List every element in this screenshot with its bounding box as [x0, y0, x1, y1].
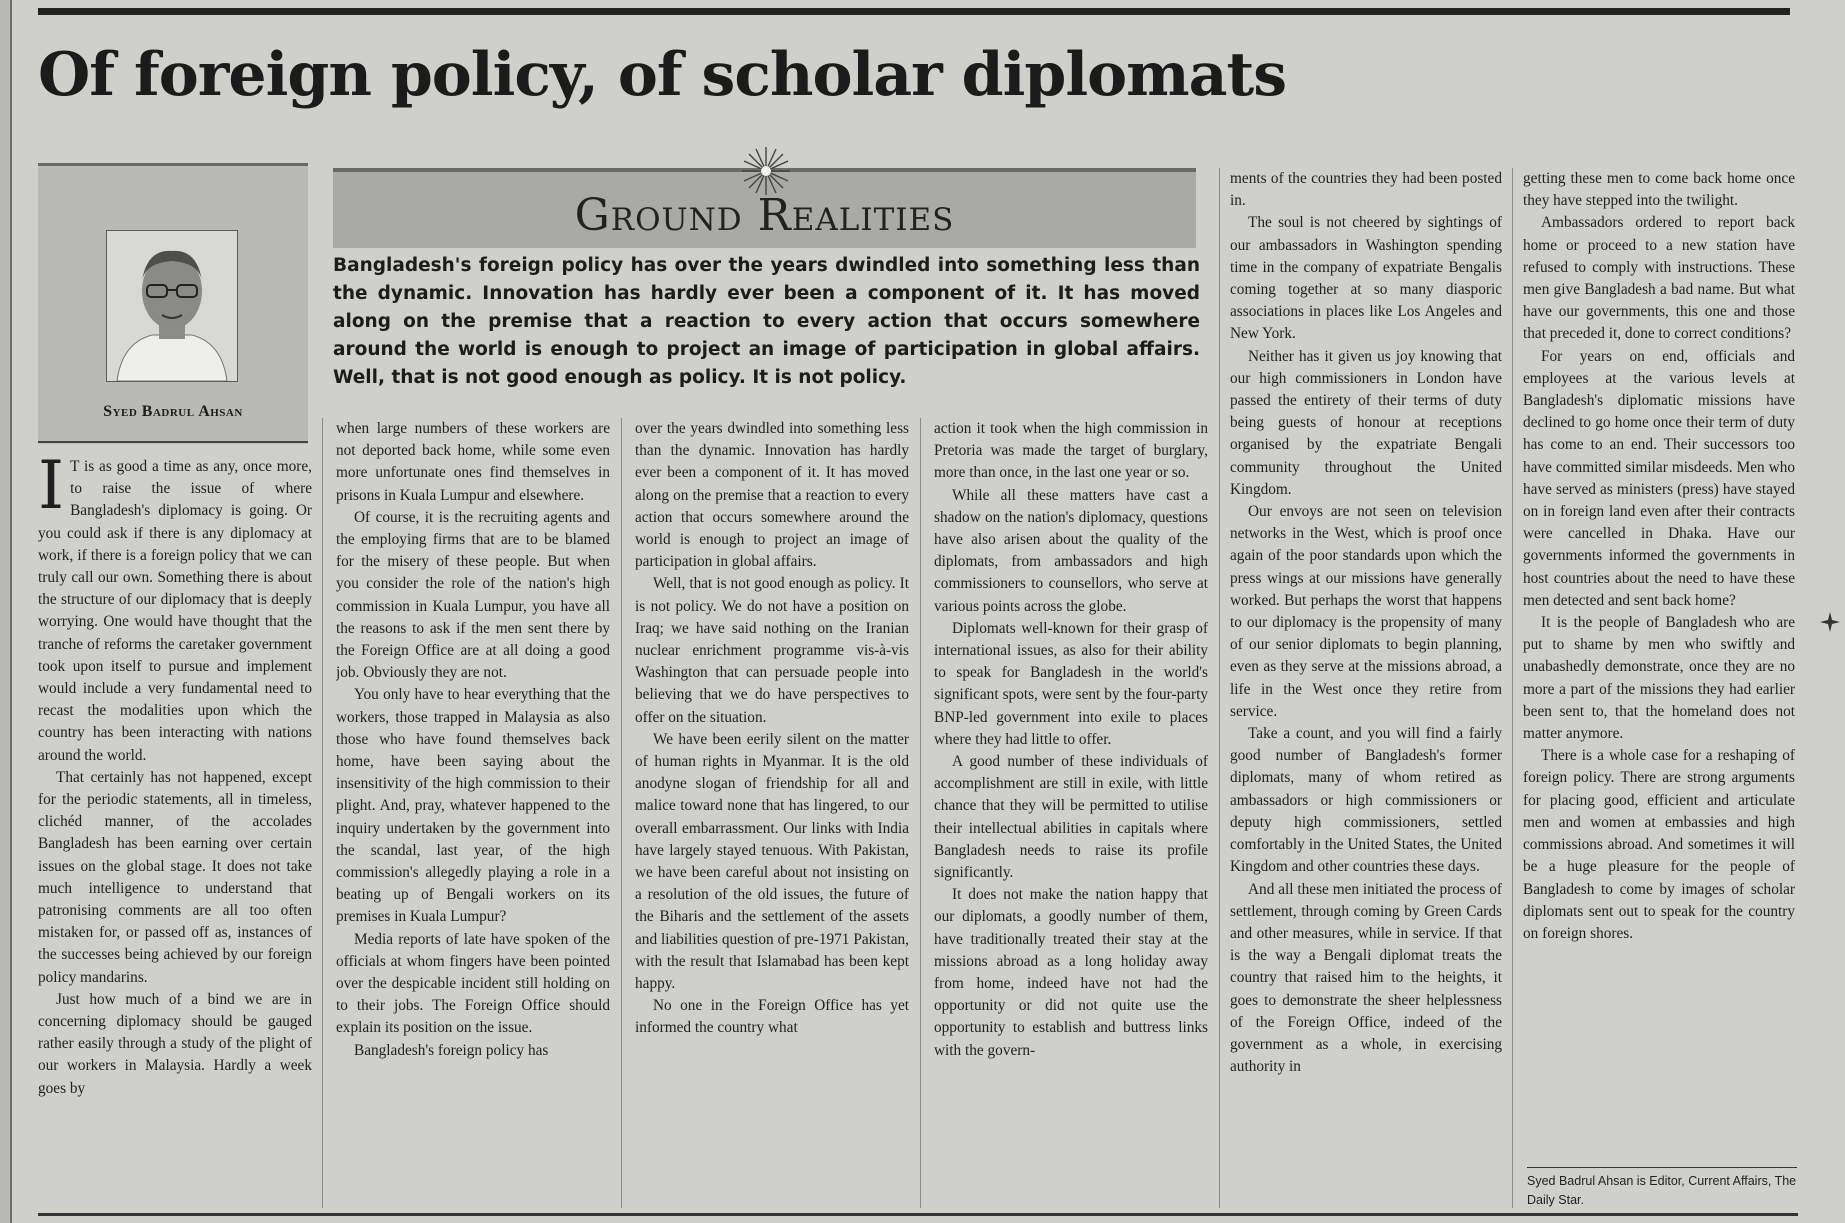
- sparkle-icon: [740, 145, 792, 197]
- top-rule: [38, 8, 1790, 15]
- paragraph: There is a whole case for a reshaping of foreign policy. There are strong arguments for placing good, efficient and articulate men and women at embassies and high commissions abroad. And sometimes it will be a huge pleasure for the people of Bangladesh to come by images of scholar diplomats sent out to speak for the country on foreign shores.: [1523, 747, 1795, 942]
- author-credit: Syed Badrul Ahsan is Editor, Current Affairs, The Daily Star.: [1527, 1174, 1797, 1207]
- paragraph: Diplomats well-known for their grasp of international issues, as also for their ability to speak for Bangladesh in the world's significant spots, were sent by the four-party BNP-led government into exile to places where they had little to offer.: [934, 619, 1208, 748]
- column-rule: [920, 418, 921, 1208]
- paragraph: getting these men to come back home once they have stepped into the twilight.: [1523, 170, 1795, 210]
- headline: Of foreign policy, of scholar diplomats: [38, 40, 1287, 110]
- paragraph: We have been eerily silent on the matter of human rights in Myanmar. It is the old anodyne slogan of friendship for all and malice toward none that has lingered, to our overall embarrassment. Our links with India have largely stayed tenuous. With Pakistan, we have been careful about not insisting on a resolution of the old issues, the future of the Biharis and the settlement of the assets and liabilities question of pre-1971 Pakistan, with the result that Islamabad has been kept happy.: [635, 730, 909, 993]
- body-column-2: [336, 418, 610, 1208]
- column-rule: [1512, 168, 1513, 1208]
- paragraph: Ambassadors ordered to report back home or proceed to a new station have refused to comply with instructions. These men give Bangladesh a bad name. But what have our governments, this one and those that preceded it, done to correct conditions?: [1523, 214, 1795, 343]
- paragraph: Bangladesh's foreign policy has: [354, 1041, 549, 1059]
- paragraph: You only have to hear everything that the workers, those trapped in Malaysia as also those who have found themselves back home, have been saying about the insensitivity of the high commission to their plight. And, pray, whatever happened to the inquiry undertaken by the government into the scandal, last year, of the high commission's allegedly playing a role in a beating up of Bengali workers on its premises in Kuala Lumpur?: [336, 686, 610, 926]
- paragraph: Media reports of late have spoken of the officials at whom fingers have been pointed over the despicable incident still holding on to their jobs. The Foreign Office should explain its position on the issue.: [336, 930, 610, 1037]
- column-rule: [621, 418, 622, 1208]
- end-rule: [1527, 1167, 1797, 1168]
- paragraph: Take a count, and you will find a fairly good number of Bangladesh's former diplomats, many of whom retired as ambassadors or high commissioners or deputy high commissioners, settled comfortably in the United States, the United Kingdom and other countries these days.: [1230, 725, 1502, 876]
- paragraph: Well, that is not good enough as policy. It is not policy. We do not have a position on Iraq; we have said nothing on the Iranian nuclear enrichment programme vis-à-vis Washington that can persuade people into believing that we do have perspectives to offer on the situation.: [635, 575, 909, 726]
- paragraph: action it took when the high commission in Pretoria was made the target of burglary, more than once, in the last one year or so.: [934, 420, 1208, 482]
- body-column-6: [1523, 168, 1795, 1162]
- paragraph: It does not make the nation happy that our diplomats, a goodly number of them, have traditionally treated their stay at the missions abroad as a long holiday away from home, indeed have not had the opportunity or did not quite use the opportunity to establish and buttress links with the govern-: [934, 886, 1208, 1059]
- paragraph: While all these matters have cast a shadow on the nation's diplomacy, questions have also arisen about the quality of the diplomats, from ambassadors and high commissioners to counsellors, who serve at various points across the globe.: [934, 486, 1208, 615]
- margin-star-icon: [1820, 612, 1840, 632]
- paragraph: ments of the countries they had been posted in.: [1230, 170, 1502, 210]
- author-name: Syed Badrul Ahsan: [103, 403, 243, 420]
- paragraph: Of course, it is the recruiting agents and the employing firms that are to be blamed for the misery of these people. But when you consider the role of the nation's high commission in Kuala Lumpur, you have all the reasons to ask if the men sent there by the Foreign Office are at all doing a good job. Obviously they are not.: [336, 508, 610, 682]
- body-column-1: [38, 456, 312, 1208]
- body-column-3: [635, 418, 909, 1208]
- paragraph: when large numbers of these workers are not deported back home, while some even more unfortunate ones find themselves in prisons in Kuala Lumpur and elsewhere.: [336, 420, 610, 504]
- paragraph: It is the people of Bangladesh who are put to shame by men who swiftly and unabashedly demonstrate, once they are no more a part of the missions they had earlier been sent to, that the homeland does not matter anymore.: [1523, 614, 1795, 743]
- paragraph: Neither has it given us joy knowing that our high commissioners in London have passed the entirety of their terms of duty being guests of honour at receptions organised by the expatriate Bengali community throughout the United Kingdom.: [1230, 347, 1502, 498]
- paragraph: [38, 456, 312, 767]
- paragraph: That certainly has not happened, except for the periodic statements, all in timeless, clichéd manner, of the accolades Bangladesh has been earning over certain issues on the global stage. It does not take much intelligence to understand that patronising comments are all too often mistaken for, or passed off as, instances of the successes being achieved by our foreign policy mandarins.: [38, 768, 312, 986]
- paragraph: For years on end, officials and employees at the various levels at Bangladesh's diplomatic missions have declined to go home once their term of duty has come to an end. Their successors too have committed similar misdeeds. Men who have served as ministers (press) have stayed on in foreign land even after their contracts were cancelled in Dhaka. Have our governments informed the governments in host countries about the need to have these men detected and sent back home?: [1523, 347, 1795, 609]
- body-column-4: [934, 418, 1208, 1208]
- column-title: Ground Realities: [574, 190, 955, 241]
- author-photo: [106, 230, 238, 382]
- author-rule: [38, 441, 308, 443]
- paragraph: No one in the Foreign Office has yet informed the country what: [635, 997, 909, 1037]
- paragraph: The soul is not cheered by sightings of our ambassadors in Washington spending time in the company of expatriate Bengalis coming together at so many diasporic associations in places like Los Angeles and New York.: [1230, 214, 1502, 343]
- paragraph: over the years dwindled into something less than the dynamic. Innovation has hardly ever been a component of it. It has moved along on the premise that a reaction to every action that occurs somewhere around the world is enough to project an image of participation in global affairs.: [635, 420, 909, 571]
- bottom-rule: [38, 1213, 1798, 1216]
- drop-cap: I: [38, 456, 65, 524]
- paragraph: Our envoys are not seen on television networks in the West, which is proof once again of the poor standards upon which the press wings at our missions have generally worked. But perhaps the worst that happens to our diplomacy is the propensity of many of our senior diplomats to begin planning, even as they serve at the missions abroad, a life in the West once they retire from service.: [1230, 503, 1502, 720]
- body-column-5: [1230, 168, 1502, 1208]
- paragraph: And all these men initiated the process of settlement, through coming by Green Cards and other measures, while in service. If that is the way a Bengali diplomat treats the country that raised him to the heights, it goes to demonstrate the sheer helplessness of the Foreign Office, indeed of the government as a whole, in exercising authority in: [1230, 880, 1502, 1076]
- author-box: [38, 163, 308, 444]
- column-rule: [322, 418, 323, 1208]
- paragraph: Just how much of a bind we are in concerning diplomacy should be gauged rather easily through a study of the plight of our workers in Malaysia. Hardly a week goes by: [38, 990, 312, 1097]
- paragraph-text: T is as good a time as any, once more, to raise the issue of where Bangladesh's diplomacy is going. Or you could ask if there is any diplomacy at work, if there is a foreign policy that we can truly call our own. Something there is about the structure of our diplomacy that is deeply worrying. One would have thought that the tranche of reforms the caretaker government took upon itself to pursue and implement would include a very fundamental need to recast the modalities upon which the country has been interacting with nations around the world.: [38, 458, 312, 764]
- paragraph: A good number of these individuals of accomplishment are still in exile, with little chance that they will be permitted to utilise their intellectual abilities in capitals where Bangladesh needs to raise its profile significantly.: [934, 753, 1208, 882]
- page-edge: [0, 0, 12, 1223]
- column-rule: [1219, 168, 1220, 1208]
- standfirst: Bangladesh's foreign policy has over the years dwindled into something less than the dynamic. Innovation has hardly ever been a component of it. It has moved along on the premise that a reaction to every action that occurs somewhere around the world is enough to project an image of participation in global affairs. Well, that is not good enough as policy. It is not policy.: [333, 255, 1200, 388]
